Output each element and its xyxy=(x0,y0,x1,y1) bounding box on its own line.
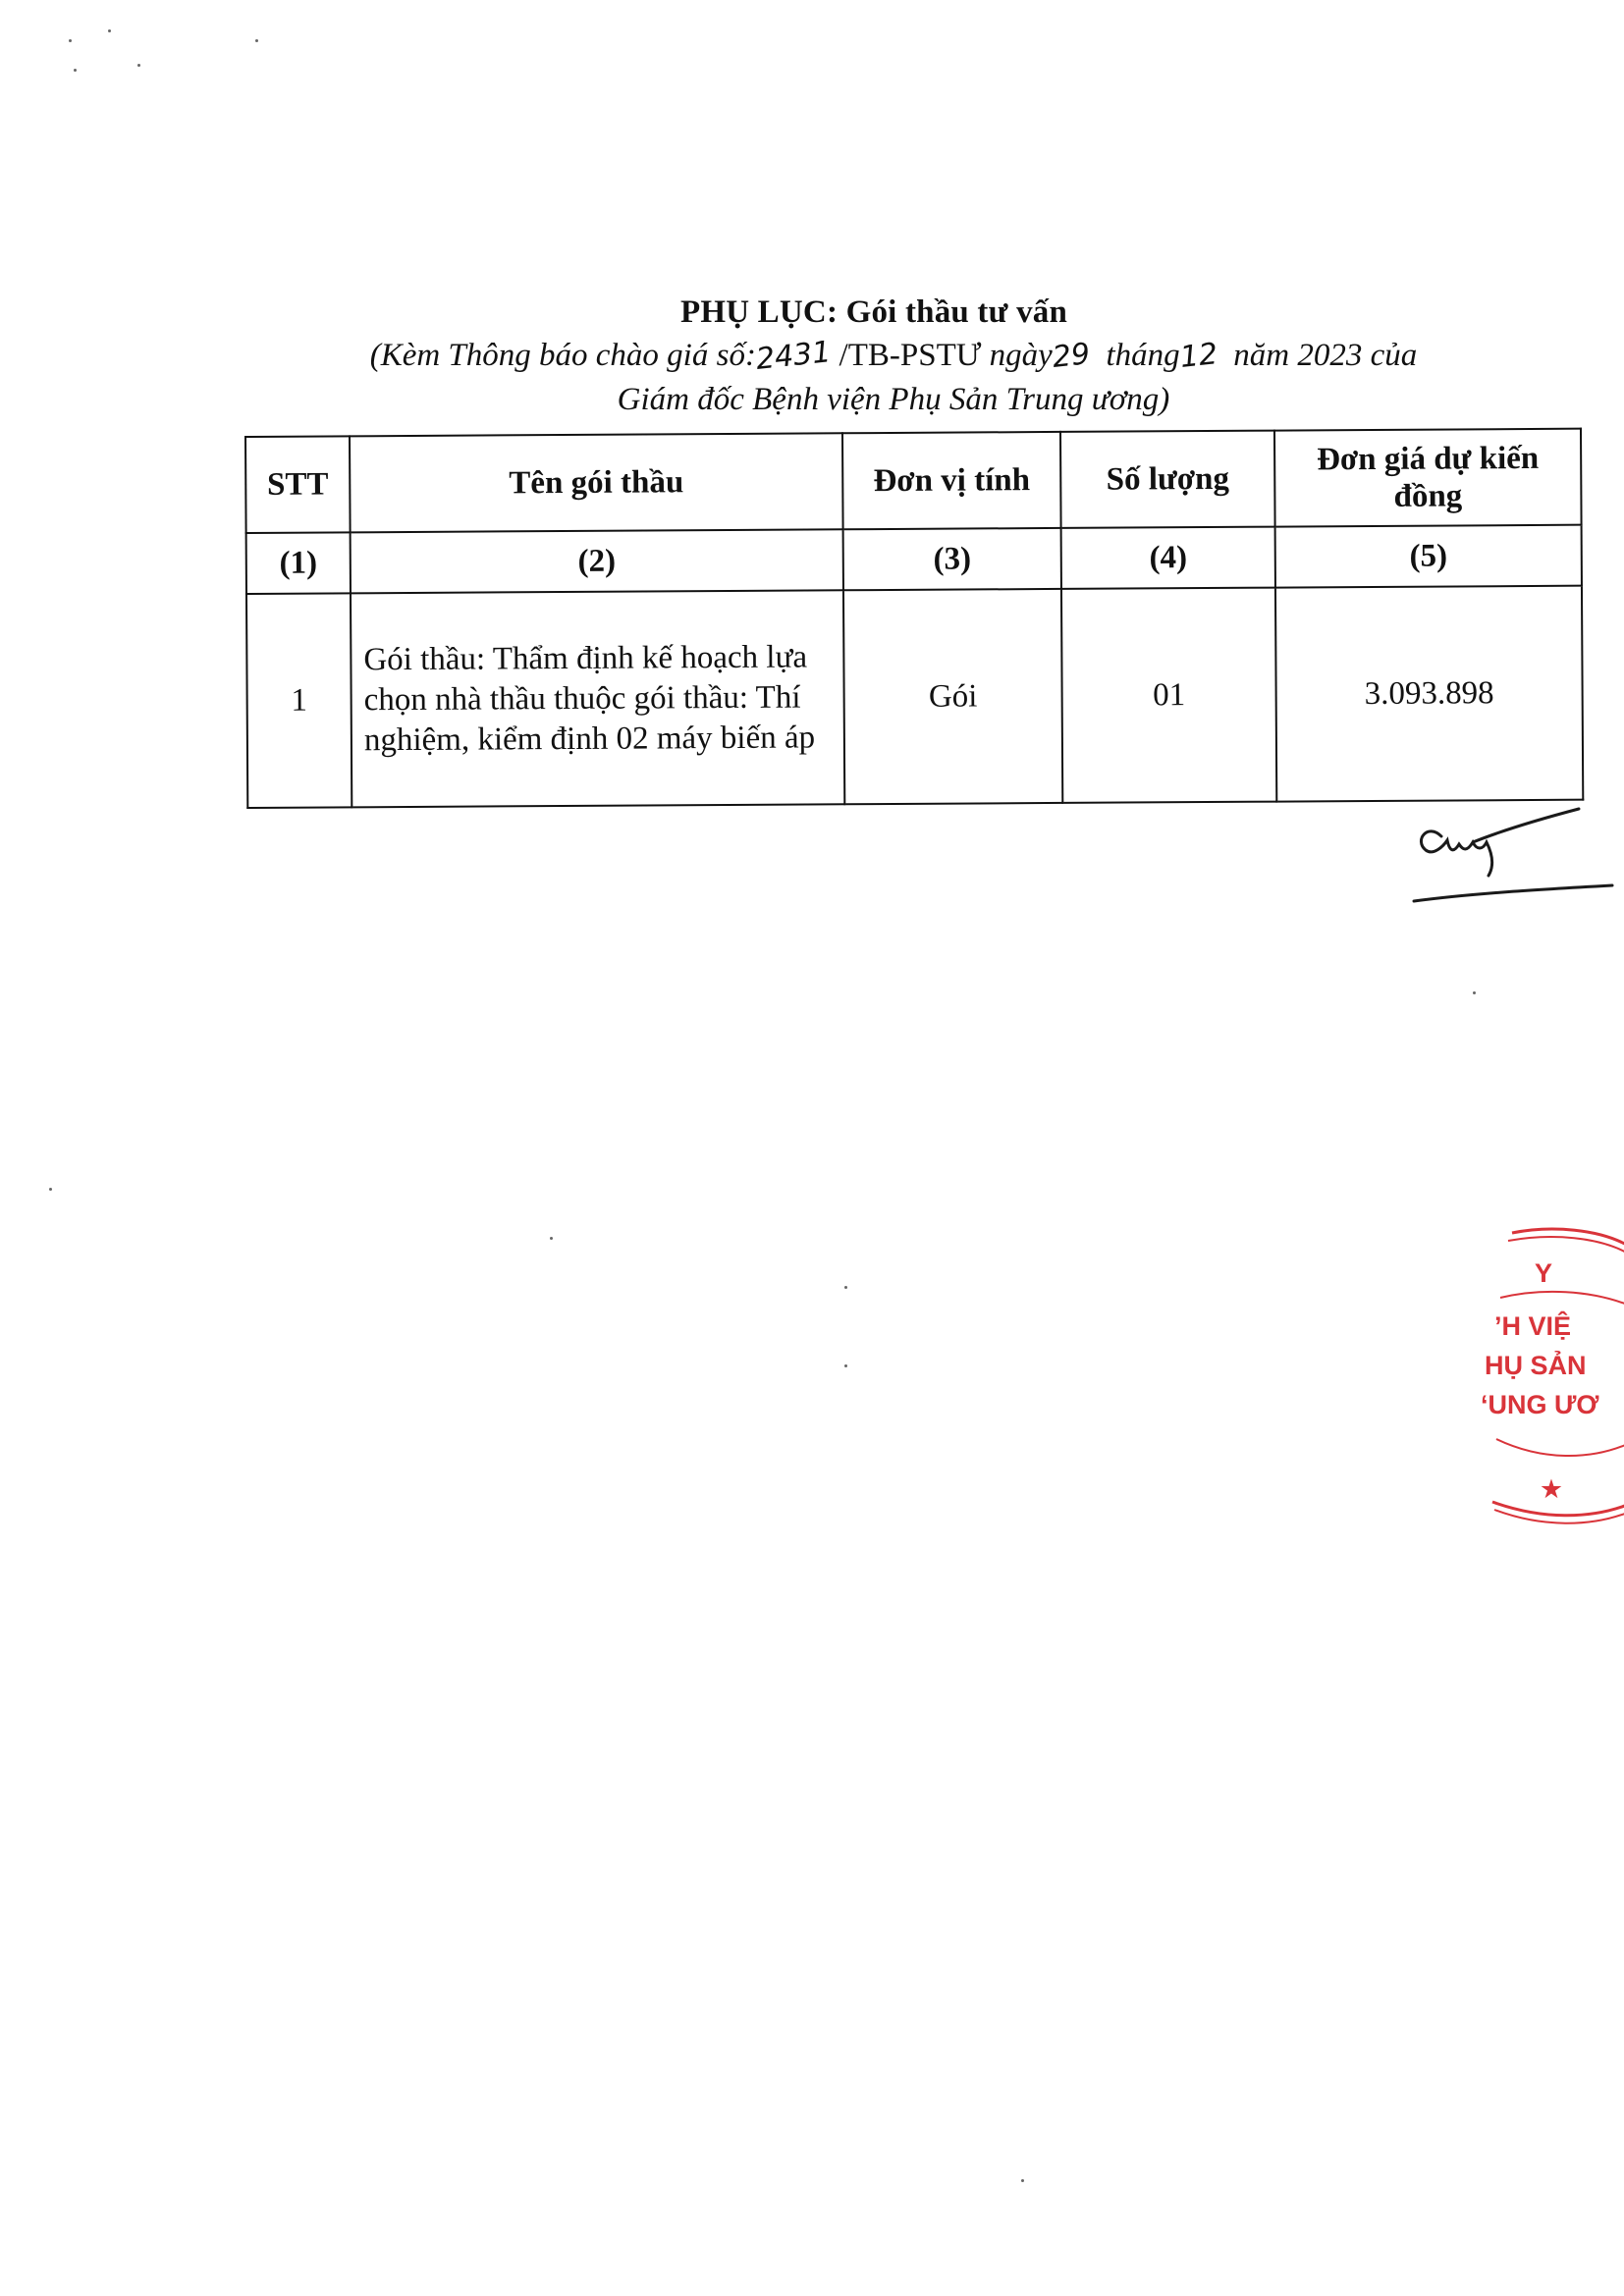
package-table xyxy=(244,428,1584,809)
scan-speck xyxy=(137,64,140,67)
handwritten-notice-number: 2431 xyxy=(754,335,833,377)
index-cell: (2) xyxy=(351,529,843,593)
signature-underline xyxy=(1414,885,1612,901)
day-word: ngày xyxy=(989,338,1053,373)
red-seal-stamp xyxy=(1473,1207,1624,1531)
signature-stroke xyxy=(1421,809,1579,876)
table-index-row xyxy=(246,525,1582,594)
header-quantity: Số lượng xyxy=(1060,431,1275,528)
stamp-inner-arc-bottom xyxy=(1496,1439,1624,1456)
row-quantity: 01 xyxy=(1061,588,1276,803)
scan-speck xyxy=(108,29,111,32)
handwritten-day: 29 xyxy=(1050,337,1092,375)
scan-speck xyxy=(844,1286,847,1289)
table-row xyxy=(246,586,1583,808)
index-cell: (3) xyxy=(843,528,1061,590)
stamp-star-icon: ★ xyxy=(1539,1474,1564,1504)
header-unit: Đơn vị tính xyxy=(842,432,1061,529)
index-cell: (1) xyxy=(246,532,351,594)
scan-speck xyxy=(49,1188,52,1191)
notice-ref-code: /TB-PSTƯ xyxy=(839,338,982,373)
header-name: Tên gói thầu xyxy=(350,433,843,532)
header-stt: STT xyxy=(245,436,351,533)
row-price: 3.093.898 xyxy=(1275,586,1583,802)
document-title: PHỤ LỤC: Gói thầu tư vấn xyxy=(679,294,1068,330)
scan-speck xyxy=(1473,991,1476,994)
row-unit: Gói xyxy=(843,589,1062,804)
scan-speck xyxy=(550,1237,553,1240)
subtitle-line-2: Giám đốc Bệnh viện Phụ Sản Trung ương) xyxy=(617,382,1170,417)
scan-speck xyxy=(255,39,258,42)
year-text: năm 2023 của xyxy=(1233,338,1418,373)
subtitle-prefix: (Kèm Thông báo chào giá số: xyxy=(369,338,756,373)
index-cell: (5) xyxy=(1275,525,1582,588)
stamp-text-line2: HỤ SẢN xyxy=(1485,1351,1587,1380)
signature xyxy=(1404,785,1620,923)
scan-speck xyxy=(1021,2179,1024,2182)
table-header-row xyxy=(245,429,1582,533)
row-stt: 1 xyxy=(246,593,352,808)
index-cell: (4) xyxy=(1061,527,1275,589)
stamp-outer-arc-bottom xyxy=(1492,1502,1624,1516)
stamp-inner-arc-top xyxy=(1500,1292,1624,1306)
row-name: Gói thầu: Thẩm định kế hoạch lựa chọn nhà thầu thuộc gói thầu: Thí nghiệm, kiểm định 02 máy biến áp xyxy=(351,590,844,807)
stamp-text-line3: ‘UNG ƯƠ xyxy=(1481,1390,1599,1419)
handwritten-month: 12 xyxy=(1177,337,1219,375)
stamp-outer-arc-top-2 xyxy=(1508,1237,1624,1255)
month-word: tháng xyxy=(1106,338,1180,373)
stamp-text-line1: ’H VIỆ xyxy=(1494,1311,1572,1341)
scan-speck xyxy=(844,1364,847,1367)
stamp-text-y: Y xyxy=(1534,1258,1553,1288)
document-subtitle xyxy=(245,334,1542,421)
header-price: Đơn giá dự kiến đồng xyxy=(1274,429,1582,527)
scan-speck xyxy=(69,39,72,42)
scan-speck xyxy=(74,69,77,72)
